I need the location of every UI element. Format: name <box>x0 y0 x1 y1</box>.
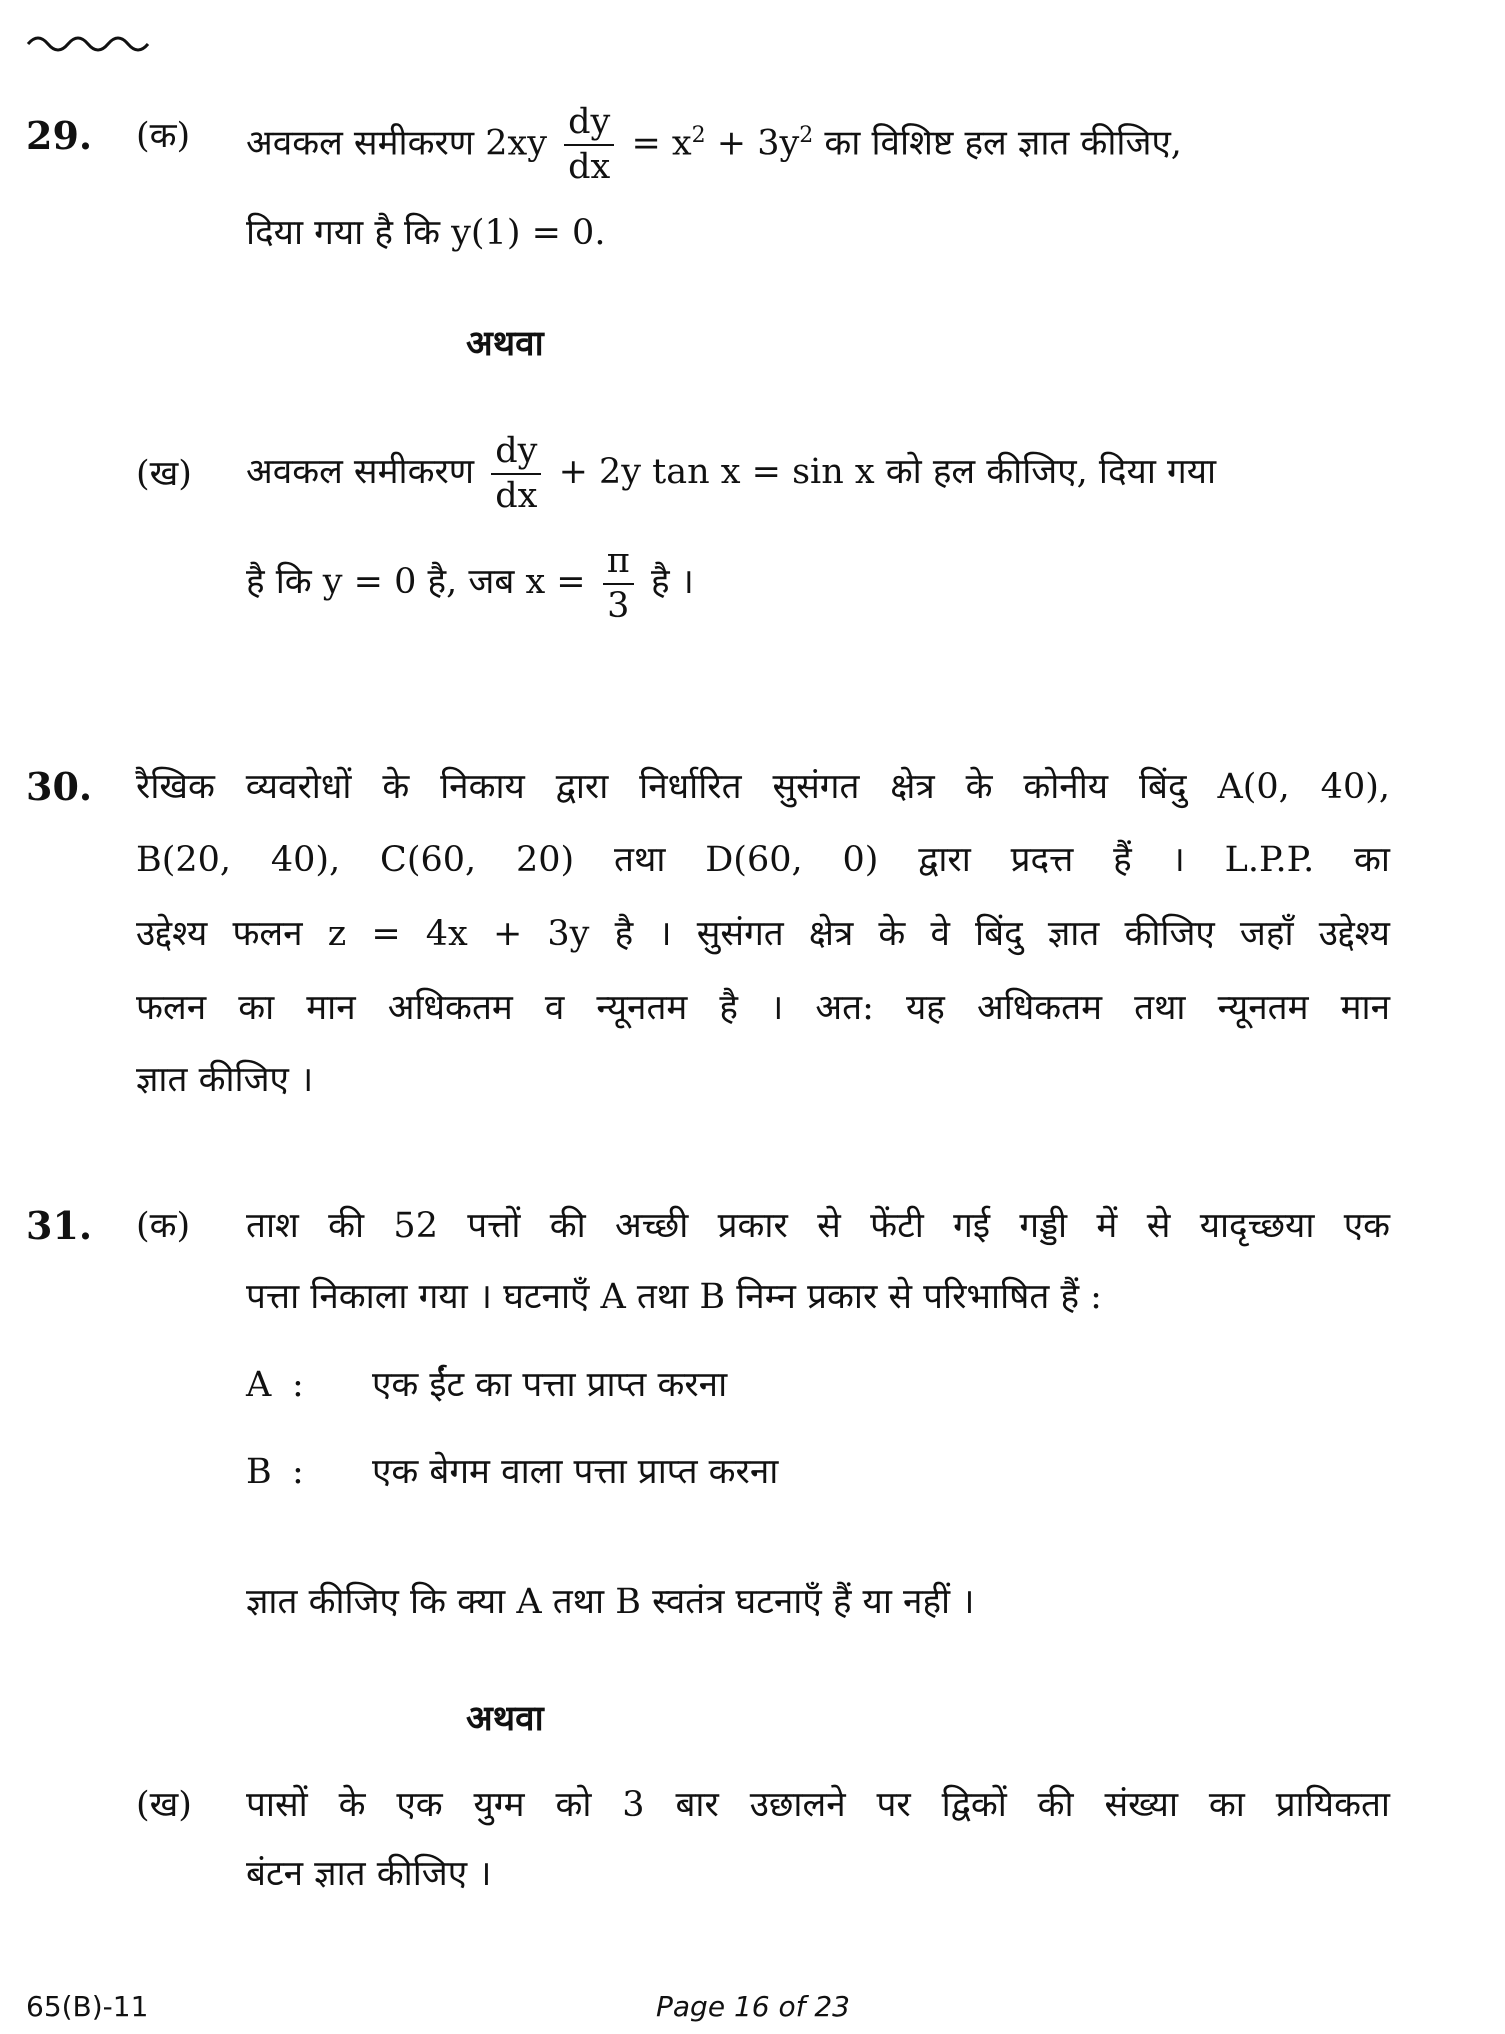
q29b-line2 <box>246 540 694 624</box>
q31b-line2: बंटन ज्ञात कीजिए । <box>246 1854 492 1894</box>
event-sep: : <box>292 1365 304 1405</box>
event-name: A <box>246 1365 272 1405</box>
q30-line: रैखिक व्यवरोधों के निकाय द्वारा निर्धारित सुसंगत क्षेत्र के कोनीय बिंदु A(0, 40), <box>136 767 1390 807</box>
text: का विशिष्ट हल ज्ञात कीजिए, <box>813 123 1182 164</box>
event-desc: एक ईंट का पत्ता प्राप्त करना <box>372 1365 728 1405</box>
q29a-line2: दिया गया है कि y(1) = 0. <box>246 213 606 253</box>
part-label: (ख) <box>136 454 192 494</box>
text: है कि y = 0 है, जब x = <box>246 562 586 602</box>
q30-line: B(20, 40), C(60, 20) तथा D(60, 0) द्वारा प्रदत्त हैं । L.P.P. का <box>136 840 1390 880</box>
q30-line: उद्देश्य फलन z = 4x + 3y है । सुसंगत क्षेत्र के वे बिंदु ज्ञात कीजिए जहाँ उद्देश्य <box>136 914 1390 954</box>
wave-mark-icon <box>26 30 156 54</box>
text: = x <box>631 123 692 164</box>
question-number: 30. <box>26 764 93 809</box>
question-number: 29. <box>26 113 93 158</box>
denominator: dx <box>568 147 611 188</box>
denominator: dx <box>495 475 538 516</box>
q29a-line1 <box>246 94 1182 186</box>
page-number: Page 16 of 23 <box>656 1990 850 2023</box>
part-label: (क) <box>136 1206 191 1246</box>
part-label: (ख) <box>136 1785 192 1825</box>
event-a <box>246 1361 727 1409</box>
question-number: 31. <box>26 1203 93 1248</box>
text: अवकल समीकरण 2xy <box>246 123 547 164</box>
part-label: (क) <box>136 116 191 156</box>
numerator: dy <box>564 105 614 146</box>
q29b-line1 <box>246 430 1216 514</box>
event-b <box>246 1448 778 1496</box>
fraction <box>564 102 614 188</box>
q31a-ask: ज्ञात कीजिए कि क्या A तथा B स्वतंत्र घटनाएँ हैं या नहीं । <box>246 1582 975 1622</box>
denominator: 3 <box>607 585 630 626</box>
superscript: 2 <box>799 123 814 148</box>
event-sep: : <box>292 1452 304 1492</box>
q31a-line1: ताश की 52 पत्तों की अच्छी प्रकार से फेंटी गई गड्डी में से यादृच्छया एक <box>246 1206 1390 1246</box>
or-heading: अथवा <box>466 323 544 364</box>
event-desc: एक बेगम वाला पत्ता प्राप्त करना <box>372 1452 779 1492</box>
q31a-line2: पत्ता निकाला गया । घटनाएँ A तथा B निम्न प्रकार से परिभाषित हैं : <box>246 1277 1102 1317</box>
q30-line: ज्ञात कीजिए । <box>136 1060 314 1100</box>
fraction <box>603 540 634 626</box>
text: है । <box>650 562 694 602</box>
text: + 3y <box>705 123 800 164</box>
superscript: 2 <box>691 123 706 148</box>
text: अवकल समीकरण <box>246 452 475 492</box>
numerator: π <box>603 544 634 585</box>
or-heading: अथवा <box>466 1698 544 1739</box>
event-name: B <box>246 1452 272 1492</box>
q31b-line1: पासों के एक युग्म को 3 बार उछालने पर द्विकों की संख्या का प्रायिकता <box>246 1785 1390 1825</box>
q30-line: फलन का मान अधिकतम व न्यूनतम है । अत: यह अधिकतम तथा न्यूनतम मान <box>136 988 1390 1028</box>
fraction <box>491 430 541 516</box>
text: + 2y tan x = sin x को हल कीजिए, दिया गया <box>558 452 1217 492</box>
numerator: dy <box>491 434 541 475</box>
paper-code: 65(B)-11 <box>26 1990 149 2023</box>
